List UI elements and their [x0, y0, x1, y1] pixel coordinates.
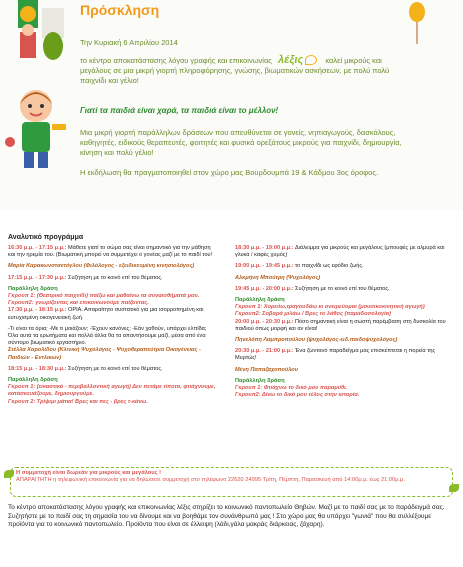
program-description: το παιχνίδι ως εφόδιο ζωής. — [295, 263, 364, 270]
parallel-activity-item: Γκρουπ 1: Χορεύω,τραγουδάω κι ονειρεύομαι (μουσικοκινητική αγωγή) — [235, 304, 425, 311]
program-entry — [235, 245, 450, 259]
program-column-right — [235, 245, 450, 399]
parallel-activity-item: Γκρουπ 1: (Θεατρικό παιχνίδι) παίζω και μαθαίνω τα συναισθήματά μου. — [8, 293, 200, 300]
intro-text — [80, 55, 410, 86]
program-time: 20:30 μ.μ. - 21:00 μ.μ.: — [235, 348, 296, 355]
program-entry — [8, 366, 218, 373]
intro-post: καλεί μικρούς και μεγάλους σε μια μικρή γιορτή πληροφόρησης, γνώσης, βιωματικών ασκήσεων, με πολύ πολύ παιχνίδι και γέλιο! — [80, 56, 390, 85]
program-description: ΟΡΙΑ. Απαραίτητο συστατικό για μια ισορροπημένη και ευτυχισμένη οικογενειακή ζωή. — [8, 307, 204, 321]
program-note: Όλα αυτά τα ερωτήματα και πολλά άλλα θα τα απαντήσουμε μαζί, μέσα από ένα σύντομο βιωματικό εργαστήριο. — [8, 333, 206, 347]
program-time: 19:45 μ.μ. - 20:00 μ.μ.: — [235, 285, 296, 292]
event-description: Μια μικρή γιορτή παράλληλων δράσεων που απευθύνεται σε γονείς, νηπιαγωγούς, δασκάλους, καθηγητές, ειδικούς θεραπευτές, φοιτητές και φυσικά ορεξάτους μικρούς για παιχνίδι, δημιουργία, κίνηση και πολύ γέλιο! — [80, 128, 402, 157]
program-time: 16:30 μ.μ. - 17:15 μ.μ.: — [8, 245, 69, 251]
program-time: 17:30 μ.μ. - 18:15 μ.μ.: — [8, 307, 69, 314]
speaker-name: Μένη Παπαζαχοπούλου — [235, 366, 298, 373]
speech-bubble-icon — [305, 55, 317, 65]
parallel-activity-heading: Παράλληλη δράση — [235, 377, 285, 384]
program-entry — [235, 348, 450, 362]
event-venue: Η εκδήλωση θα πραγματοποιηθεί στον χώρο μας Βουρδουμπά 19 & Κάδμου 3ος όροφος. — [80, 168, 379, 177]
speaker-name: Στέλλα Χαρολίδου (Κλινική Ψυχολόγος - Ψυχοθεραπεύτρια Οικογένειας - Παιδιών - Εντλικων) — [8, 347, 201, 361]
program-time: 18:30 μ.μ. - 19:00 μ.μ.: — [235, 245, 296, 251]
program-column-left — [8, 245, 218, 406]
program-description: Ένα ζωντανό παραδείγμα μας επισκέπτεται η πορεία της Μυρτώς! — [235, 348, 436, 362]
program-description: Συζήτηση με το κοινό επί του θέματος. — [68, 365, 163, 372]
program-entry — [235, 319, 450, 333]
program-description: Διάλειμμα για μικρούς και μεγάλους (μπουφές με αλμυρά και γλυκά / καφές χυμός) — [235, 245, 445, 259]
program-entry — [8, 245, 218, 259]
program-title: Αναλυτικό προγράμμα — [8, 234, 84, 241]
invitation-header-area — [0, 0, 463, 210]
slogan-text: Γιατί τα παιδιά είναι χαρά, τα παιδιά είναι το μέλλον! — [80, 106, 279, 115]
program-entry — [235, 263, 450, 270]
speaker-name: Μαρία Καρακωνσταντόγλου (Φιλόλογος - εξειδικευμένη κινησιολόγος) — [8, 263, 195, 270]
child-illustration-middle — [4, 86, 70, 170]
parallel-activity-item: Γκρουπ2: Σοβαρά μιλάω / Βρες το λάθος (παραδοσολογία) — [235, 311, 391, 318]
program-time: 18:15 μ.μ. - 18:30 μ.μ.: — [8, 365, 69, 372]
program-description: Μάθετε γιατί το σώμα σας είναι σημαντικό για την μάθηση και την ηρεμία του. (Βιωματική μπορεί να συμμετέχει ο γονέας μαζί με το παιδί του! — [8, 245, 213, 259]
parallel-activity-item: Γκρουπ2: Δίνω το δικό μου τέλος στην ιστορία. — [235, 392, 360, 399]
balloon-icon — [404, 0, 430, 45]
program-time: 17:15 μ.μ. - 17:30 μ.μ.: — [8, 274, 69, 281]
parallel-activity-heading: Παράλληλη δράση — [235, 297, 285, 304]
intro-pre: το κέντρο αποκατάστασης λόγου γραφής και επικοινωνίας — [80, 56, 272, 65]
program-description: Συζήτηση με το κοινό επί του θέματος. — [295, 285, 390, 292]
lexis-logo — [274, 55, 323, 65]
program-time: 20:00 μ.μ. - 20:30 μ.μ.: — [235, 318, 296, 325]
lexis-logo-text: λέξις — [278, 54, 304, 66]
program-description: Συζήτηση με το κοινό επί του θέματος. — [68, 274, 163, 281]
program-entry — [8, 275, 218, 282]
speaker-name: Πηνελόπη Λαμπροπούλου (ψυχολόγος-ειδ.παιδοψυχολόγος) — [235, 337, 398, 344]
leaf-icon — [449, 484, 459, 492]
participation-notice — [10, 467, 453, 497]
program-description: Πόσο σημαντική είναι η σωστή παρέμβαση στη δυσκολία του παιδιού όπως μορφή και αν είναι! — [235, 318, 446, 332]
parallel-activity-item: Γκρουπ 1: (εικαστικό - περιβαλλοντική αγωγή) Δεν πετάμε τίποτα, φτιάχνουμε, κατασκευάζουμε, δημιουργούμε. — [8, 384, 216, 398]
leaf-icon — [4, 470, 14, 478]
notice-free-entry: Η συμμετοχή είναι δωρεάν για μικρούς και μεγάλους ! — [16, 470, 162, 476]
program-time: 19:00 μ.μ. - 19:45 μ.μ.: — [235, 263, 296, 270]
parallel-activity-item: Γκρουπ 1: Φτιάχνω το δικό μου παραμύθι. — [235, 385, 348, 392]
program-note: -Τι είναι τα όρια; -Με τι μοιάζουν; -Έχουν κανόνες; -Εάν χαθούν, υπάρχει ελπίδα; — [8, 325, 207, 332]
notice-phone: ΑΠΑΡΑΙΤΗΤΗ η τηλεφωνική επικοινωνία για να δηλώσετε συμμετοχή στο τηλέφωνο 22620 24995 Τρίτη, Πέμπτη, Παρασκευή από 14:00μ.μ. έως 21:00μ.μ. — [16, 477, 405, 484]
parallel-activity-item: Γκρουπ 2: Τρίψιμι μάτια! Βρες και πες - βρες τ-κάνω. — [8, 398, 148, 405]
footer-text: Το κέντρο αποκατάστασης λόγου γραφής και επικοινωνίας λέξις στηρίζει το κοινωνικό παντοπωλείο Θηβών. Μαζί με το παιδί σας με το παράδειγμά σας. Συζητήστε με το παιδί σας τη σημασία του να δίνουμε και να βοηθάμε τον συνάνθρωπό μας ! Στο χώρο μας θα υπάρχει "γωνιά" που θα συλλέξουμε προϊόντα για το κοινωνικό παντοπωλείο. Προϊόντα που είναι σε έλλειψη (λάδι,γάλα μακράς διάρκειας, ζάχαρη). — [8, 504, 445, 528]
event-date: Την Κυριακή 6 Απριλίου 2014 — [80, 38, 178, 47]
child-illustration-top — [8, 0, 68, 70]
parallel-activity-item: Γκρουπ2: γνωρίζοντας και επικοινωνούμε παίζοντας. — [8, 300, 149, 307]
page-title: Πρόσκληση — [80, 2, 160, 18]
speaker-name: Αλκμήνη Μπούτρη (Ψυχολόγος) — [235, 274, 321, 281]
program-entry — [235, 286, 450, 293]
parallel-activity-heading: Παράλληλη δράση — [8, 285, 58, 292]
parallel-activity-heading: Παράλληλη δράση — [8, 377, 58, 384]
program-entry — [8, 307, 218, 321]
